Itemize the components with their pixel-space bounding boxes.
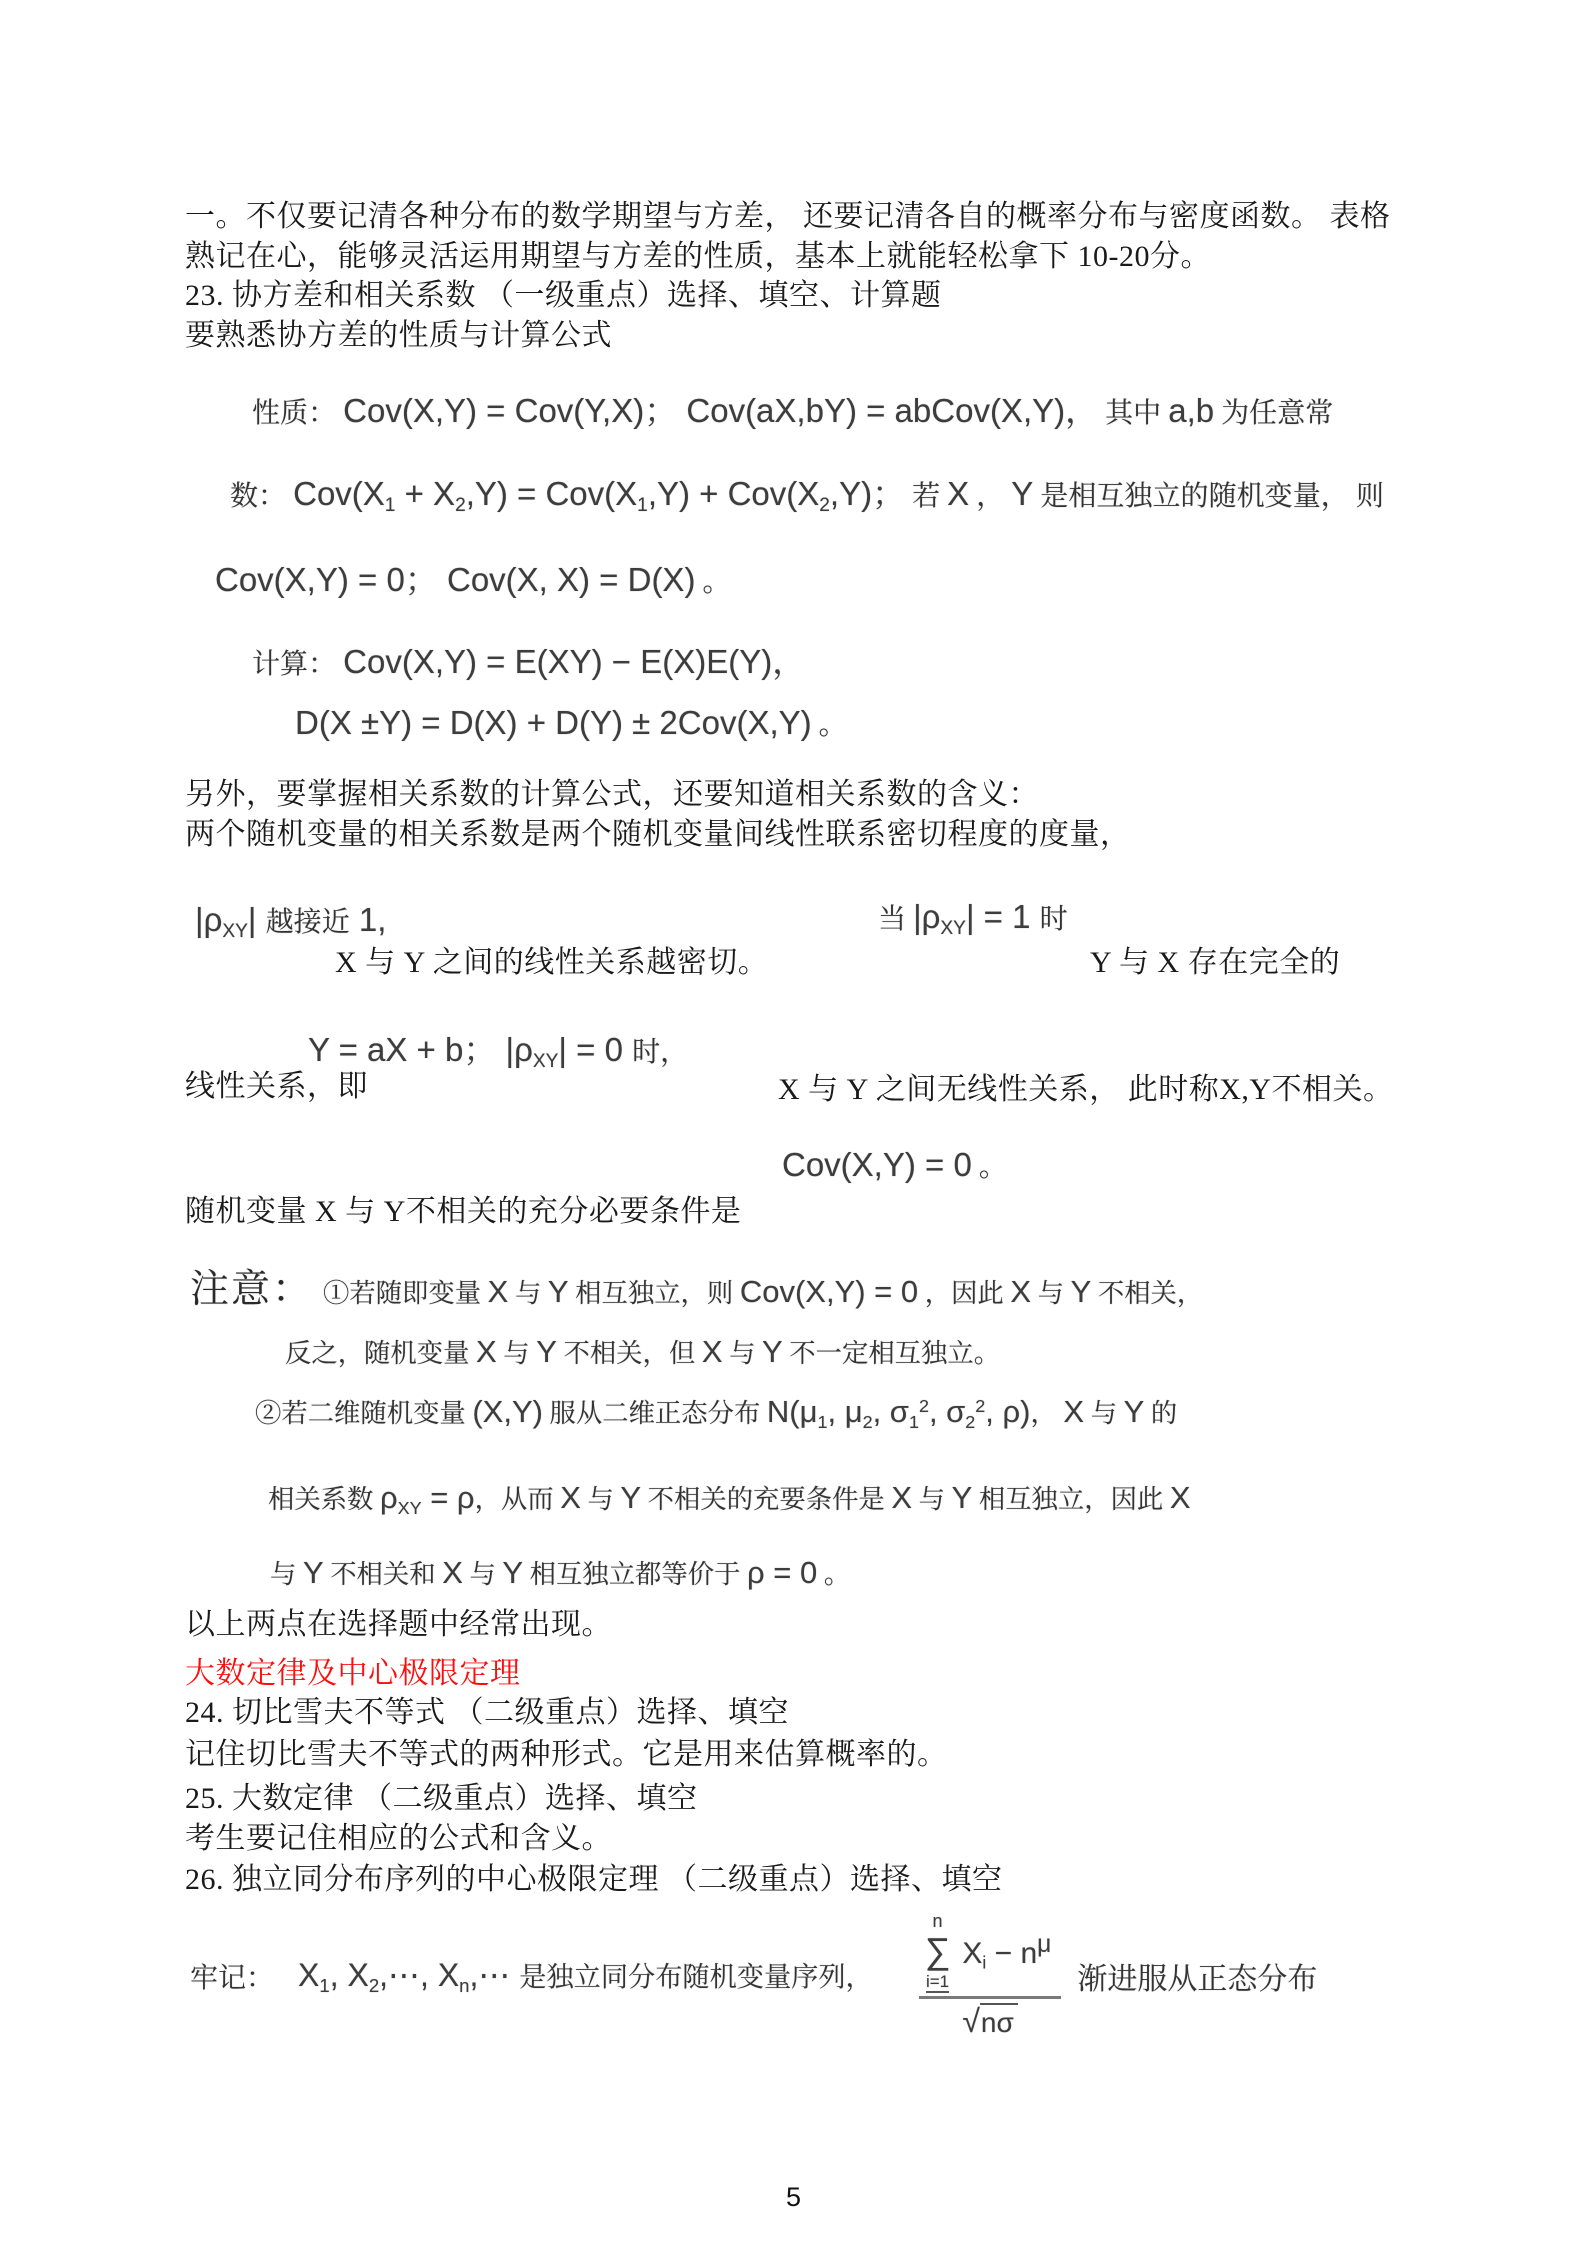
token-rm: X: [1169, 1480, 1191, 1515]
token-rm: |: [247, 901, 266, 938]
token-sup: 2: [975, 1396, 986, 1417]
sum-lower-limit: i=1: [925, 1972, 950, 1991]
token-sub: 2: [819, 495, 830, 517]
token-rm: Y: [1123, 1394, 1145, 1429]
token-raise: μ: [1037, 1931, 1052, 1959]
token-cn: 是独立同分布随机变量序列，: [519, 1961, 873, 1992]
token-rm: ,⋯: [469, 1956, 520, 1993]
rho-meaning-text-1: X 与 Y 之间的线性关系越密切。: [335, 946, 769, 979]
token-rm: X: [476, 1334, 497, 1369]
token-cn: 越接近: [265, 907, 350, 938]
formula-cov-properties-2: [230, 468, 1384, 517]
token-cn: 时，: [632, 1037, 689, 1068]
token-rm: X: [962, 1937, 983, 1971]
formula-y-ax-b-rho-zero: [308, 1024, 688, 1073]
token-cn: ②若二维随机变量: [255, 1399, 473, 1428]
formula-cov-zero: [215, 554, 731, 601]
token-cn: 是相互独立的随机变量， 则: [1033, 481, 1384, 512]
token-rm: X: [442, 1555, 463, 1590]
token-rm: ,Y) = Cov(X: [465, 475, 638, 512]
token-sub: 2: [965, 1411, 976, 1432]
formula-clt-line: [190, 1912, 1317, 2039]
token-cn: 不相关和: [323, 1560, 443, 1589]
radical-icon: √: [962, 2003, 980, 2039]
clt-sequence: [298, 1955, 873, 1997]
token-cn: ，: [1030, 1399, 1064, 1428]
note-line-1: [190, 1258, 1203, 1314]
token-rm: Y: [1011, 475, 1034, 512]
token-cn: 不相关，: [1091, 1279, 1204, 1308]
token-rm: Y = aX + b； |ρ: [308, 1031, 533, 1068]
token-cn: 的: [1144, 1399, 1178, 1428]
note-line-1-body: [323, 1274, 1203, 1309]
sum-upper-limit: n: [932, 1911, 943, 1931]
section-heading-lln-clt: 大数定律及中心极限定理: [185, 1657, 521, 1690]
token-rm: Y: [1070, 1274, 1092, 1309]
token-rm: X: [701, 1334, 723, 1369]
token-sub: 2: [368, 1974, 380, 1996]
token-rm: | = 1: [965, 898, 1040, 935]
token-cn: 。: [817, 1560, 851, 1589]
token-rm: X: [560, 1480, 581, 1515]
token-rm: , ρ): [985, 1394, 1031, 1429]
token-cn: 不一定相互独立。: [782, 1339, 1001, 1368]
token-rm: Y: [951, 1480, 973, 1515]
formula-cov-equals-zero: [782, 1145, 1007, 1185]
token-cn: 与: [722, 1339, 763, 1368]
token-cn: 其中: [1098, 398, 1169, 429]
token-cn: 当: [878, 904, 914, 935]
token-cn: 与: [1084, 1399, 1124, 1428]
token-cn: 与: [496, 1339, 537, 1368]
summation-symbol: [925, 1912, 951, 1993]
token-cn: ①若随即变量: [323, 1279, 488, 1308]
line-linear-relation: [0, 1031, 1587, 1127]
sigma-icon: ∑: [924, 1930, 951, 1971]
token-rm: + X: [395, 475, 456, 512]
token-cn: 与: [912, 1485, 952, 1514]
intro-line-1: 一。不仅要记清各种分布的数学期望与方差， 还要记清各自的概率分布与密度函数。 表格: [185, 200, 1391, 233]
note-closing: 以上两点在选择题中经常出现。: [185, 1608, 612, 1641]
token-cn: 时: [1039, 904, 1068, 935]
token-rm: (X,Y): [472, 1394, 543, 1429]
token-rm: X: [298, 1956, 320, 1993]
token-rm: Cov(X,Y) = E(XY) − E(X)E(Y)，: [343, 643, 806, 680]
token-cn: 数：: [230, 481, 294, 512]
note-line-2: [285, 1332, 1000, 1370]
token-cn: 相关系数: [268, 1485, 380, 1514]
fraction-bar: [919, 1996, 1062, 1999]
token-rm: | = 0: [558, 1031, 633, 1068]
note-label: 注意：: [190, 1268, 314, 1311]
token-rm: X: [487, 1274, 509, 1309]
token-sub: 2: [862, 1411, 873, 1432]
token-rm: ρ: [379, 1480, 398, 1515]
token-cn: ，因此: [918, 1279, 1011, 1308]
token-rm: 1,: [349, 901, 387, 938]
item-25-title: 25. 大数定律 （二级重点）选择、填空: [185, 1782, 698, 1815]
token-cn: 为任意常: [1214, 398, 1334, 429]
token-rm: , μ: [827, 1394, 863, 1429]
token-rm: Y: [547, 1274, 569, 1309]
token-sub: XY: [532, 1051, 559, 1073]
token-rm: X: [947, 475, 970, 512]
formula-cov-computation: [252, 636, 805, 683]
token-rm: ,⋯, X: [379, 1956, 460, 1993]
corr-paragraph-1: 另外，要掌握相关系数的计算公式，还要知道相关系数的含义：: [185, 778, 1039, 811]
token-sub: XY: [397, 1497, 422, 1518]
token-rm: = ρ: [421, 1480, 475, 1515]
token-cn: 计算：: [252, 649, 344, 680]
token-cn: 性质：: [252, 398, 344, 429]
token-rm: D(X ±Y) = D(X) + D(Y) ± 2Cov(X,Y): [295, 704, 812, 741]
token-cn: 若: [905, 481, 948, 512]
token-rm: Cov(X,Y) = Cov(Y,X)； Cov(aX,bY) = abCov(X,Y)，: [343, 392, 1099, 429]
token-rm: , σ: [928, 1394, 966, 1429]
token-sub: 1: [908, 1411, 919, 1432]
linear-relation-text-2: X 与 Y 之间无线性关系， 此时称X,Y不相关。: [778, 1073, 1394, 1106]
item-24-title: 24. 切比雪夫不等式 （二级重点）选择、填空: [185, 1696, 789, 1729]
token-cn: ，: [969, 481, 1012, 512]
note-line-5: [270, 1553, 850, 1591]
rho-meaning-text-2: Y 与 X 存在完全的: [1090, 946, 1341, 979]
token-rm: Y: [502, 1555, 524, 1590]
token-rm: ,Y) + Cov(X: [647, 475, 820, 512]
token-sub: 1: [637, 495, 648, 517]
token-cn: 相互独立，因此: [972, 1485, 1170, 1514]
token-cn: 服从二维正态分布: [542, 1399, 767, 1428]
formula-rho-equals-1: [878, 897, 1068, 940]
token-sub: n: [459, 1974, 470, 1996]
token-rm: , σ: [872, 1394, 909, 1429]
formula-variance-sum: [295, 703, 847, 743]
token-sub: i: [982, 1952, 987, 1973]
clt-fraction: [919, 1912, 1062, 2039]
token-cn: 。: [811, 710, 847, 741]
intro-line-2: 熟记在心，能够灵活运用期望与方差的性质，基本上就能轻松拿下 10-20分。: [185, 240, 1211, 273]
token-sub: 1: [319, 1974, 330, 1996]
token-cn: 。: [695, 567, 731, 598]
item-24-note: 记住切比雪夫不等式的两种形式。它是用来估算概率的。: [185, 1738, 948, 1771]
token-rm: − n: [986, 1937, 1038, 1971]
token-sub: XY: [940, 918, 966, 940]
clt-tail-text: 渐进服从正态分布: [1077, 1962, 1318, 1996]
token-cn: 相互独立都等价于: [523, 1560, 748, 1589]
token-rm: Y: [302, 1555, 324, 1590]
token-cn: 与: [462, 1560, 503, 1589]
item-23-note: 要熟悉协方差的性质与计算公式: [185, 319, 612, 352]
token-cn: 与: [270, 1560, 303, 1589]
formula-cov-properties-1: [252, 385, 1333, 432]
linear-relation-text-1: 线性关系，即: [185, 1070, 368, 1103]
token-sub: 1: [817, 1411, 828, 1432]
token-cn: 与: [508, 1279, 548, 1308]
token-cn: 与: [1031, 1279, 1071, 1308]
token-cn: 不相关的充要条件是: [641, 1485, 892, 1514]
token-sub: XY: [222, 921, 248, 943]
token-cn: 反之，随机变量: [285, 1339, 476, 1368]
uncorrelated-condition-text: 随机变量 X 与 Y不相关的充分必要条件是: [185, 1195, 742, 1228]
token-rm: a,b: [1168, 392, 1215, 429]
note-line-4: [268, 1478, 1191, 1519]
clt-fraction-numerator: [919, 1912, 1062, 1995]
token-rm: , X: [329, 1956, 369, 1993]
line-uncorrelated-condition: [0, 1146, 1587, 1252]
token-rm: Cov(X,Y) = 0: [739, 1274, 919, 1309]
token-rm: |ρ: [195, 901, 223, 938]
item-23-title: 23. 协方差和相关系数 （一级重点）选择、填空、计算题: [185, 279, 942, 312]
token-rm: ρ = 0: [747, 1555, 818, 1590]
clt-numerator-terms: [962, 1931, 1051, 1974]
token-rm: Cov(X,Y) = 0； Cov(X, X) = D(X): [215, 561, 696, 598]
token-rm: Cov(X: [293, 475, 385, 512]
line-rho-meaning: [0, 898, 1587, 1003]
page-number: 5: [785, 2182, 802, 2212]
token-cn: ，从而: [474, 1485, 561, 1514]
clt-fraction-denominator: [962, 2003, 1017, 2039]
token-rm: Y: [762, 1334, 783, 1369]
corr-paragraph-2: 两个随机变量的相关系数是两个随机变量间线性联系密切程度的度量，: [185, 818, 1131, 851]
token-rm: N(μ: [766, 1394, 818, 1429]
item-25-note: 考生要记住相应的公式和含义。: [185, 1822, 612, 1855]
item-26-title: 26. 独立同分布序列的中心极限定理 （二级重点）选择、填空: [185, 1863, 1003, 1896]
token-cn: 相互独立，则: [568, 1279, 740, 1308]
token-rm: X: [1010, 1274, 1032, 1309]
token-cn: 不相关，但: [556, 1339, 702, 1368]
token-cn: 。: [971, 1152, 1007, 1183]
token-rm: |ρ: [913, 898, 941, 935]
token-rm: Y: [536, 1334, 557, 1369]
token-rm: X: [891, 1480, 913, 1515]
note-line-3: [255, 1392, 1177, 1433]
token-cn: 与: [580, 1485, 621, 1514]
token-rm: X: [1063, 1394, 1085, 1429]
token-rm: Y: [620, 1480, 642, 1515]
token-rm: Cov(X,Y) = 0: [782, 1146, 972, 1183]
token-sup: 2: [918, 1396, 929, 1417]
token-rm: ,Y)；: [829, 475, 906, 512]
radicand: nσ: [980, 2003, 1018, 2039]
clt-label: 牢记：: [190, 1962, 275, 1994]
token-sub: 1: [384, 495, 396, 517]
token-sub: 2: [455, 495, 466, 517]
